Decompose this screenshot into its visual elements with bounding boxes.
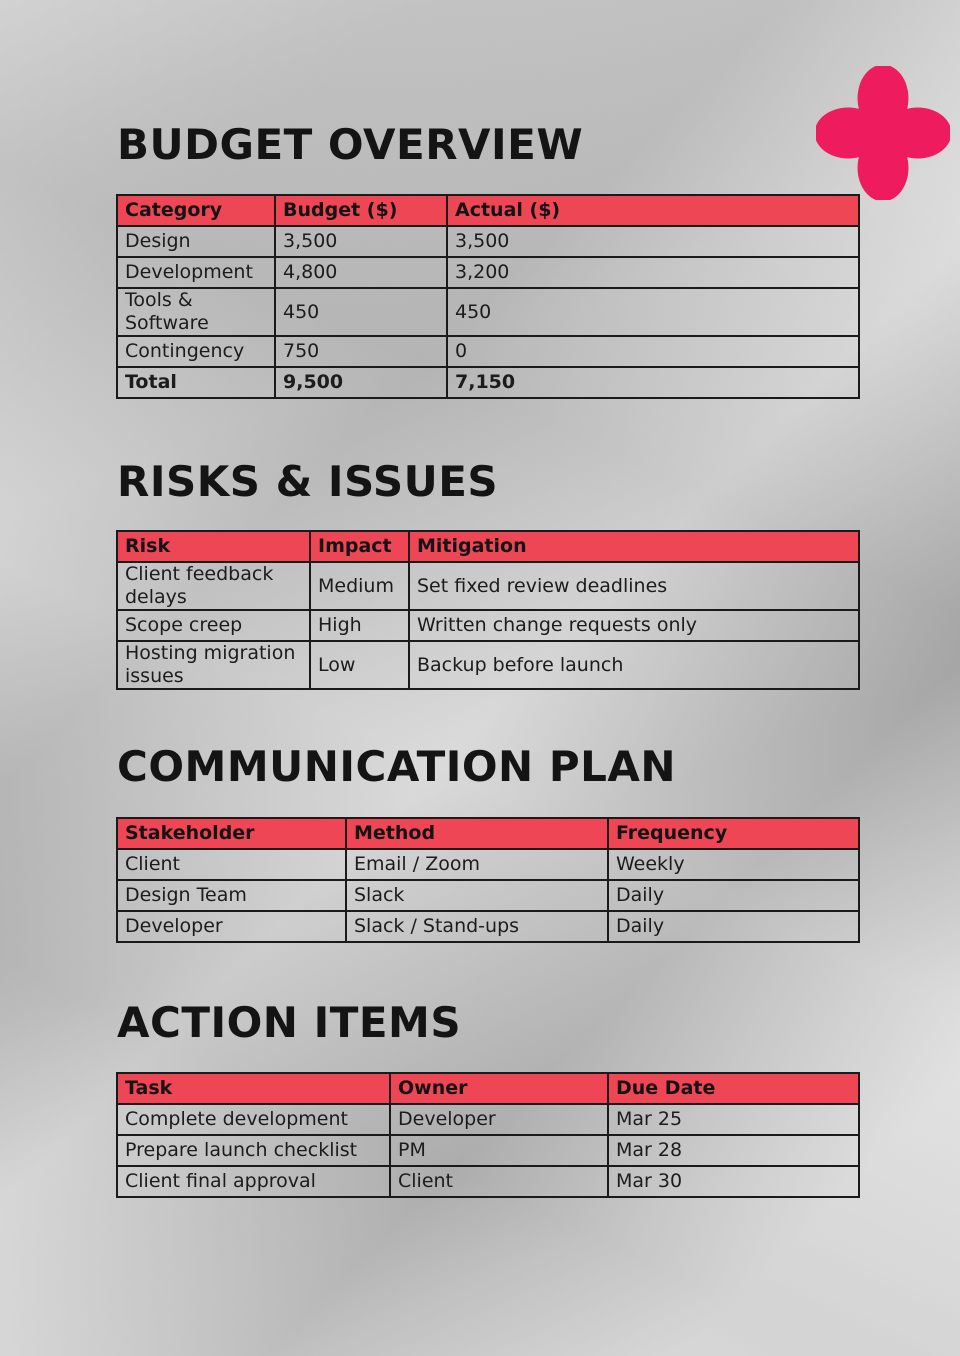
- risks-issues-heading: RISKS & ISSUES: [117, 457, 499, 506]
- table-cell: Scope creep: [117, 610, 310, 641]
- table-cell: Mar 30: [608, 1166, 859, 1197]
- table-cell: 3,200: [447, 257, 859, 288]
- budget-overview-heading: BUDGET OVERVIEW: [117, 120, 584, 169]
- table-cell: Client final approval: [117, 1166, 390, 1197]
- table-cell: 450: [447, 288, 859, 336]
- table-cell: Development: [117, 257, 275, 288]
- table-cell: Low: [310, 641, 409, 689]
- column-header: Risk: [117, 531, 310, 562]
- table-cell: Mar 25: [608, 1104, 859, 1135]
- table-cell: 3,500: [447, 226, 859, 257]
- column-header: Task: [117, 1073, 390, 1104]
- table-row: [117, 257, 859, 288]
- table-cell: 0: [447, 336, 859, 367]
- four-petal-flower-icon: [816, 66, 950, 200]
- table-cell: Daily: [608, 911, 859, 942]
- table-row: [117, 1166, 859, 1197]
- table-cell: Written change requests only: [409, 610, 859, 641]
- column-header: Stakeholder: [117, 818, 346, 849]
- budget-table: [116, 194, 860, 399]
- table-cell: Client: [117, 849, 346, 880]
- communication-plan-heading: COMMUNICATION PLAN: [117, 742, 677, 791]
- column-header: Due Date: [608, 1073, 859, 1104]
- column-header: Actual ($): [447, 195, 859, 226]
- table-cell: Weekly: [608, 849, 859, 880]
- action-items-heading: ACTION ITEMS: [117, 998, 462, 1047]
- table-cell: Design Team: [117, 880, 346, 911]
- table-cell: Total: [117, 367, 275, 398]
- table-cell: Mar 28: [608, 1135, 859, 1166]
- table-cell: 9,500: [275, 367, 447, 398]
- table-row: [117, 1104, 859, 1135]
- table-cell: 4,800: [275, 257, 447, 288]
- table-cell: Medium: [310, 562, 409, 610]
- table-cell: 7,150: [447, 367, 859, 398]
- table-cell: Slack: [346, 880, 608, 911]
- communication-table: [116, 817, 860, 943]
- table-cell: PM: [390, 1135, 608, 1166]
- table-cell: Design: [117, 226, 275, 257]
- column-header: Owner: [390, 1073, 608, 1104]
- table-cell: Developer: [117, 911, 346, 942]
- column-header: Budget ($): [275, 195, 447, 226]
- risks-table: [116, 530, 860, 690]
- table-cell: High: [310, 610, 409, 641]
- table-cell: 750: [275, 336, 447, 367]
- table-cell: Set fixed review deadlines: [409, 562, 859, 610]
- table-cell: Tools & Software: [117, 288, 275, 336]
- table-row: [117, 1135, 859, 1166]
- table-cell: Backup before launch: [409, 641, 859, 689]
- total-row: [117, 367, 859, 398]
- column-header: Category: [117, 195, 275, 226]
- table-cell: Client: [390, 1166, 608, 1197]
- column-header: Mitigation: [409, 531, 859, 562]
- table-row: [117, 562, 859, 610]
- table-row: [117, 610, 859, 641]
- table-header-row: [117, 1073, 859, 1104]
- table-header-row: [117, 531, 859, 562]
- table-row: [117, 911, 859, 942]
- table-cell: 450: [275, 288, 447, 336]
- table-cell: 3,500: [275, 226, 447, 257]
- column-header: Method: [346, 818, 608, 849]
- table-header-row: [117, 195, 859, 226]
- action-items-table: [116, 1072, 860, 1198]
- table-cell: Contingency: [117, 336, 275, 367]
- table-cell: Prepare launch checklist: [117, 1135, 390, 1166]
- table-header-row: [117, 818, 859, 849]
- table-row: [117, 849, 859, 880]
- table-cell: Email / Zoom: [346, 849, 608, 880]
- table-cell: Daily: [608, 880, 859, 911]
- table-cell: Slack / Stand-ups: [346, 911, 608, 942]
- column-header: Impact: [310, 531, 409, 562]
- table-cell: Client feedback delays: [117, 562, 310, 610]
- table-row: [117, 288, 859, 336]
- table-row: [117, 336, 859, 367]
- column-header: Frequency: [608, 818, 859, 849]
- table-row: [117, 226, 859, 257]
- table-row: [117, 641, 859, 689]
- table-cell: Hosting migration issues: [117, 641, 310, 689]
- table-cell: Developer: [390, 1104, 608, 1135]
- table-row: [117, 880, 859, 911]
- table-cell: Complete development: [117, 1104, 390, 1135]
